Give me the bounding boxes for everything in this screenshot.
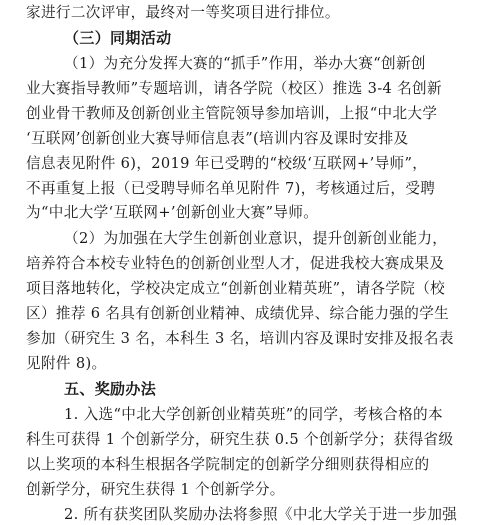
paragraph-line: ‘互联网’创新创业大赛导师信息表”(培训内容及课时安排及 — [26, 130, 409, 147]
section-heading-concurrent-activities: （三）同期活动 — [64, 29, 172, 47]
paragraph-line: 参加（研究生 3 名，本科生 3 名，培训内容及课时安排及报名表 — [26, 330, 454, 347]
paragraph-line: 项目落地转化，学校决定成立“创新创业精英班”，请各学院（校 — [26, 280, 446, 297]
paragraph-line: 区）推荐 6 名具有创新创业精神、成绩优异、综合能力强的学生 — [26, 305, 450, 322]
paragraph-line: 2. 所有获奖团队奖励办法将参照《中北大学关于进一步加强 — [64, 506, 458, 523]
paragraph-line: 为“中北大学‘互联网+’创新创业大赛”导师。 — [26, 204, 319, 221]
paragraph-line: （1）为充分发挥大赛的“抓手”作用，举办大赛“创新创 — [64, 55, 426, 72]
section-heading-rewards: 五、奖励办法 — [64, 380, 157, 398]
paragraph-line: 培养符合本校专业特色的创新创业型人才，促进我校大赛成果及 — [26, 255, 445, 272]
paragraph-line: 信息表见附件 6)，2019 年已受聘的“校级‘互联网+’导师”， — [26, 155, 428, 172]
paragraph-line: 1. 入选“中北大学创新创业精英班”的同学，考核合格的本 — [64, 406, 443, 423]
paragraph-line: 科生可获得 1 个创新学分，研究生获 0.5 个创新学分；获得省级 — [26, 431, 454, 448]
paragraph-line: 不再重复上报（已受聘导师名单见附件 7)，考核通过后，受聘 — [26, 180, 436, 197]
paragraph-line: 创业骨干教师及创新创业主管院领导参加培训，上报“中北大学 — [26, 105, 438, 122]
paragraph-line: 以上奖项的本科生根据各学院制定的创新学分细则获得相应的 — [26, 456, 430, 473]
paragraph-line: （2）为加强在大学生创新创业意识，提升创新创业能力， — [64, 230, 448, 247]
paragraph-line: 创新学分，研究生获得 1 个创新学分。 — [26, 481, 285, 498]
paragraph-line: 见附件 8)。 — [26, 355, 107, 372]
paragraph-line: 业大赛指导教师”专题培训，请各学院（校区）推选 3-4 名创新 — [26, 80, 442, 97]
paragraph-line: 家进行二次评审，最终对一等奖项目进行排位。 — [26, 4, 340, 21]
